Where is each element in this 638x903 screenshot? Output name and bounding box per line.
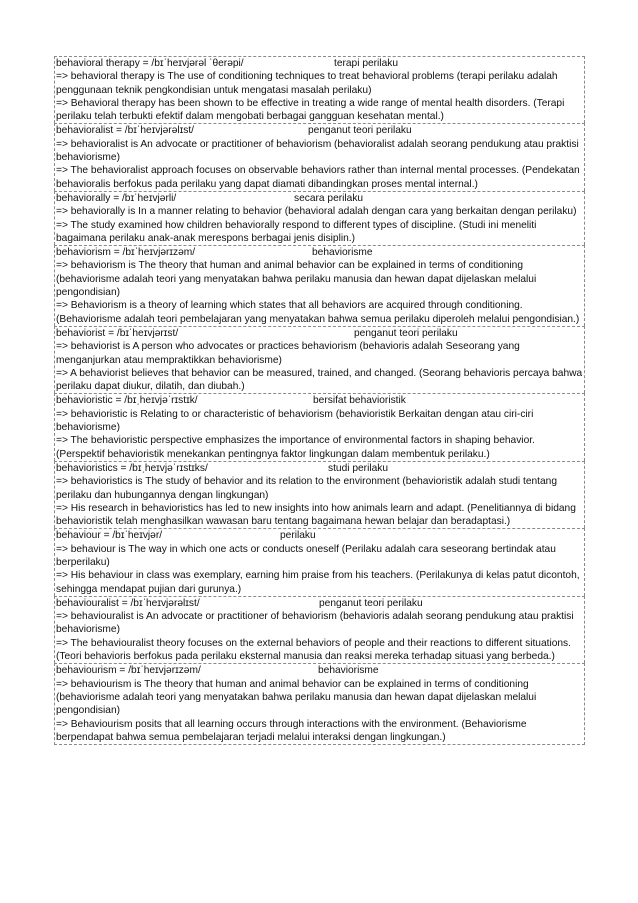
term-translation: penganut teori perilaku xyxy=(308,125,412,137)
entry-heading xyxy=(56,246,583,259)
term-translation: penganut teori perilaku xyxy=(354,327,458,339)
term-translation: terapi perilaku xyxy=(334,58,398,69)
term-translation: penganut teori perilaku xyxy=(319,597,423,609)
vocab-entry xyxy=(54,245,585,326)
term-translation: secara perilaku xyxy=(294,192,364,204)
term-translation: behaviorisme xyxy=(318,665,379,677)
term-translation: studi perilaku xyxy=(328,462,389,474)
term-translation: behaviorisme xyxy=(312,247,373,259)
term-pronunciation: behavioristics = /bɪˌheɪvjəˈrɪstɪks/ xyxy=(56,462,208,474)
example-line: => The behaviouralist theory focuses on the external behaviors of people and their reactions to different situations. (Teori behavioris berfokus pada perilaku eksternal manusia dan reaksi mereka terhadap situasi yang berbeda.) xyxy=(56,637,571,663)
example-line: => Behaviorism is a theory of learning which states that all behaviors are acquired through conditioning. (Behaviorisme adalah teori pembelajaran yang menyatakan bahwa semua perilaku diperoleh melalui pengondisian.) xyxy=(56,300,580,325)
definition-line: => behaviour is The way in which one acts or conducts oneself (Perilaku adalah cara seseorang bertindak atau berperilaku) xyxy=(56,543,556,568)
term-translation: perilaku xyxy=(280,530,316,542)
example-line: => A behaviorist believes that behavior can be measured, trained, and changed. (Seorang behavioris percaya bahwa perilaku dapat diukur, dilatih, dan diubah.) xyxy=(56,367,583,393)
term-pronunciation: behaviorally = /bɪˈheɪvjərli/ xyxy=(56,192,177,204)
term-pronunciation: behaviourism = /bɪˈheɪvjərɪzəm/ xyxy=(56,665,201,677)
vocab-entry xyxy=(54,461,585,528)
vocabulary-sheet xyxy=(54,56,585,745)
example-line: => The behavioralist approach focuses on observable behaviors rather than internal mental processes. (Pendekatan behavioralis berfokus pada perilaku yang dapat diamati dibandingkan proses mental internal.) xyxy=(56,165,580,190)
example-line: => His behaviour in class was exemplary, earning him praise from his teachers. (Perilakunya di kelas patut dicontoh, sehingga mendapat pujian dari gurunya.) xyxy=(56,570,580,595)
term-pronunciation: behavioristic = /bɪˌheɪvjəˈrɪstɪk/ xyxy=(56,395,198,407)
definition-line: => behavioralist is An advocate or practitioner of behaviorism (behavioralist adalah seorang pendukung atau praktisi behaviorisme) xyxy=(56,138,579,164)
entry-heading xyxy=(56,327,583,340)
definition-line: => behaviorist is A person who advocates or practices behaviorism (behavioris adalah Seseorang yang menganjurkan atau mempraktikkan behaviorisme) xyxy=(56,341,520,366)
example-line: => The behavioristic perspective emphasizes the importance of environmental factors in shaping behavior. (Perspektif behavioristik menekankan pentingnya faktor lingkungan dalam membentuk perilaku.) xyxy=(56,435,535,460)
definition-line: => behaviorism is The theory that human and animal behavior can be explained in terms of conditioning (behaviorisme adalah teori yang menyatakan bahwa perilaku manusia dan hewan dapat dijelaskan melalui pengondisian) xyxy=(56,260,537,299)
entry-heading xyxy=(56,394,583,407)
definition-line: => behavioral therapy is The use of conditioning techniques to treat behavioral problems (terapi perilaku adalah penggunaan teknik pengkondisian untuk mengatasi masalah perilaku) xyxy=(56,71,558,96)
entry-heading xyxy=(56,57,583,70)
term-pronunciation: behavioral therapy = /bɪˈheɪvjərəl ˈθerəpi/ xyxy=(56,58,244,69)
entry-heading xyxy=(56,664,583,677)
vocab-entry xyxy=(54,191,585,245)
definition-line: => behaviouralist is An advocate or practitioner of behaviorism (behavioris adalah seorang pendukung atau praktisi behaviorisme) xyxy=(56,611,574,636)
term-pronunciation: behaviorist = /bɪˈheɪvjərɪst/ xyxy=(56,327,179,339)
example-line: => His research in behavioristics has led to new insights into how animals learn and adapt. (Penelitiannya di bidang behavioristik telah menghasilkan wawasan baru tentang bagaimana hewan belajar dan beradaptasi.) xyxy=(56,502,576,528)
definition-line: => behaviorally is In a manner relating to behavior (behavioral adalah dengan cara yang berkaitan dengan perilaku) xyxy=(56,206,577,218)
term-pronunciation: behaviouralist = /bɪˈheɪvjərəlɪst/ xyxy=(56,597,200,609)
vocab-entry xyxy=(54,56,585,123)
entry-heading xyxy=(56,192,583,205)
vocab-entry xyxy=(54,596,585,663)
term-pronunciation: behaviorism = /bɪˈheɪvjərɪzəm/ xyxy=(56,247,196,259)
term-pronunciation: behavioralist = /bɪˈheɪvjərəlɪst/ xyxy=(56,125,195,137)
vocab-entry xyxy=(54,663,585,745)
entry-heading xyxy=(56,529,583,542)
entry-heading xyxy=(56,597,583,610)
example-line: => Behavioral therapy has been shown to be effective in treating a wide range of mental health disorders. (Terapi perilaku telah terbukti efektif dalam mengobati berbagai gangguan kesehatan mental.) xyxy=(56,97,565,123)
entry-heading xyxy=(56,124,583,137)
vocab-entry xyxy=(54,393,585,460)
example-line: => Behaviourism posits that all learning occurs through interactions with the environment. (Behaviorisme berpendapat bahwa semua pembelajaran terjadi melalui interaksi dengan lingkungan.) xyxy=(56,718,527,743)
entry-heading xyxy=(56,462,583,475)
definition-line: => behavioristics is The study of behavior and its relation to the environment (behavioristik adalah studi tentang perilaku dan hubungannya dengan lingkungan) xyxy=(56,476,557,501)
term-translation: bersifat behavioristik xyxy=(313,395,406,407)
example-line: => The study examined how children behaviorally respond to different types of discipline. (Studi ini meneliti bagaimana perilaku anak-anak merespons berbagai jenis disiplin.) xyxy=(56,219,537,244)
vocab-entry xyxy=(54,326,585,393)
vocab-entry xyxy=(54,528,585,595)
definition-line: => behaviourism is The theory that human and animal behavior can be explained in terms of conditioning (behaviorisme adalah teori yang menyatakan bahwa perilaku manusia dan hewan dapat dijelaskan melalui pengondisian) xyxy=(56,678,537,717)
term-pronunciation: behaviour = /bɪˈheɪvjər/ xyxy=(56,530,163,542)
definition-line: => behavioristic is Relating to or characteristic of behaviorism (behavioristik Berkaitan dengan atau ciri-ciri behaviorisme) xyxy=(56,408,534,434)
vocab-entry xyxy=(54,123,585,190)
